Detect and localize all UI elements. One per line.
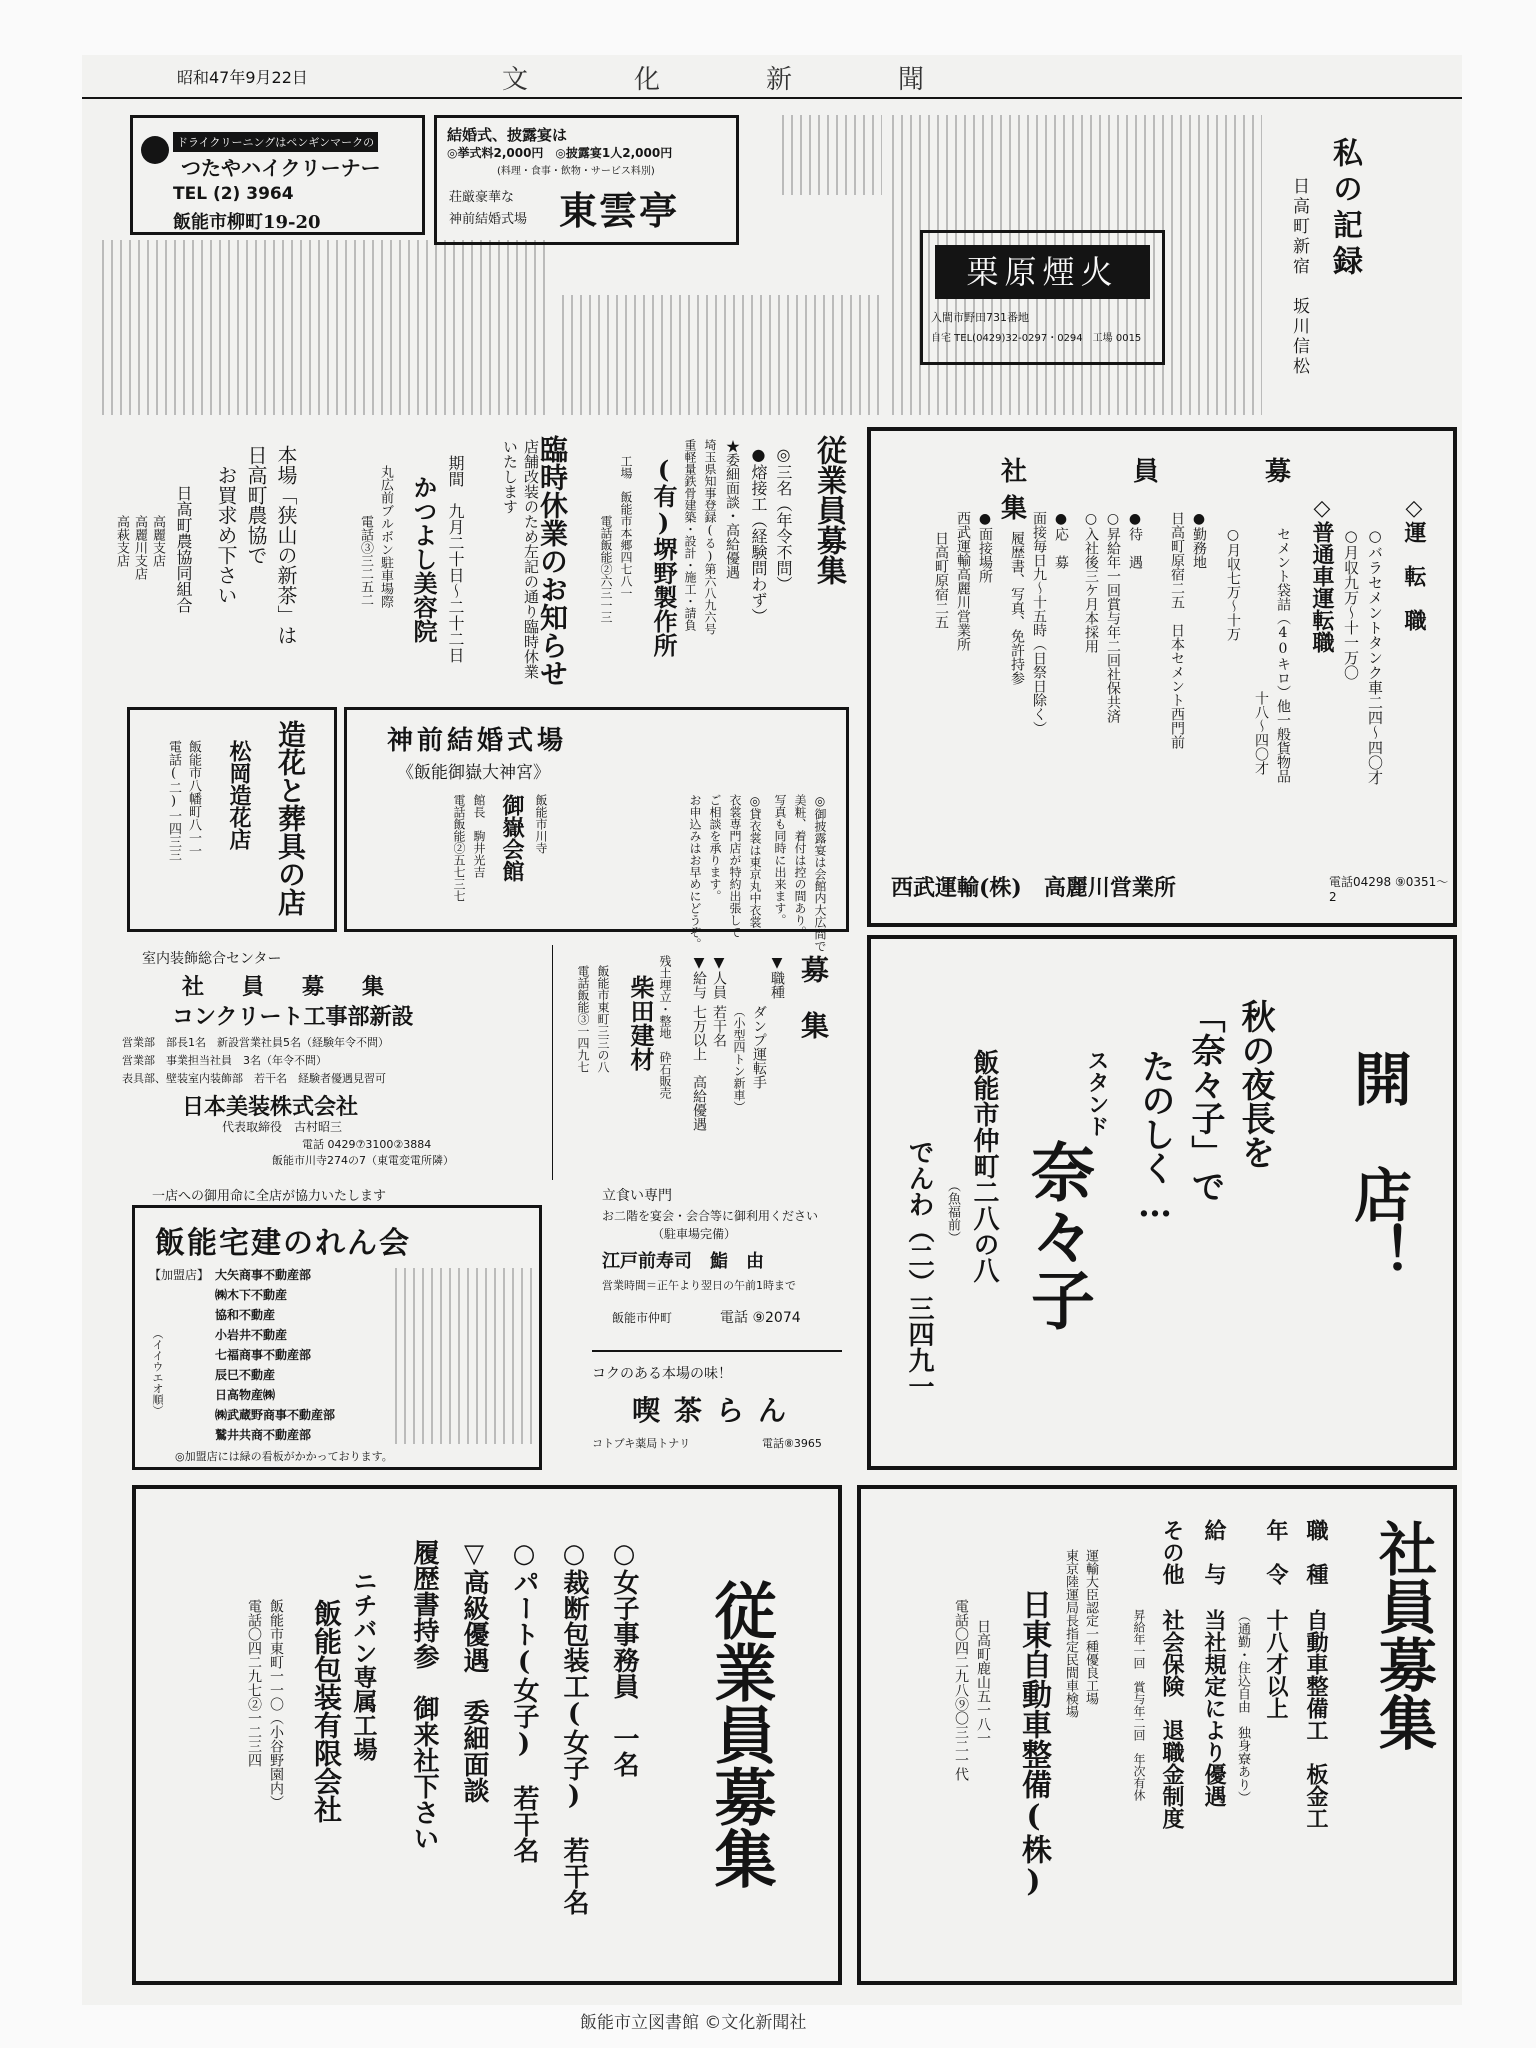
nichiban-pay: ▽高級優遇 委細面談 (459, 1539, 489, 1803)
shibata-job-label: ▼職種 (769, 955, 785, 999)
nitto-address: 日高町鹿山五一八一 (975, 1619, 991, 1745)
noren-shop-8: ㈱武蔵野商事不動産部 (215, 1408, 336, 1422)
newspaper-page (82, 55, 1462, 2005)
shibata-job: ダンプ運転手 (751, 1005, 767, 1089)
seibu-tel: 電話04298 ⑨0351〜2 (1329, 875, 1449, 904)
nitto-age: 十八才以上 (1263, 1609, 1289, 1719)
seibu-pay1b: ○月収九万〜十一万〇 (1342, 527, 1360, 680)
ran-tel: 電話⑧3965 (762, 1437, 822, 1450)
seibu-benefit1: ○昇給年一回賞与年二回社保共済 (1105, 511, 1121, 723)
masthead: 文 化 新 聞 (502, 65, 965, 95)
sushi-address: 飯能市仲町 (612, 1311, 673, 1325)
ontake-note-1: ◎御披露宴は会館内大広間で… (813, 794, 827, 966)
ontake-subtitle: 《飯能御嶽大神宮》 (397, 763, 550, 783)
nichiban-row-1: ○女子事務員 一名 (609, 1539, 639, 1777)
ontake-note-5: 衣裳専門店が特約出張して (728, 794, 742, 938)
ran-address: コトブキ薬局トナリ (592, 1437, 691, 1450)
sakai-tel: 電話飯能②六三一三 (599, 515, 613, 623)
ontake-name: 御嶽会館 (499, 794, 525, 882)
ontake-note-3: 写真も同時に出来ます。 (773, 794, 787, 926)
seibu-job1: ◇運 転 職 (1401, 495, 1427, 631)
sakai-name: (有)堺野製作所 (649, 455, 678, 657)
shibata-people-label: ▼人員 (711, 955, 727, 999)
noren-label: 【加盟店】 (149, 1268, 210, 1282)
nichiban-affiliate: ニチバン専属工場 (349, 1569, 378, 1761)
seibu-place-label: ●勤務地 (1191, 511, 1207, 569)
nichiban-row-2: ○裁断包装工(女子) 若干名 (559, 1539, 589, 1915)
nitto-job-label: 職 種 (1303, 1519, 1329, 1585)
fireworks-tel: 自宅 TEL(0429)32-0297・0294 工場 0015 (931, 333, 1142, 344)
nitto-other-label: その他 (1159, 1519, 1185, 1585)
nichiban-resume: 履歴書持参 御来社下さい (409, 1539, 439, 1851)
wedding-line2: ◎挙式料2,000円 ◎披露宴1人2,000円 (447, 146, 673, 160)
ad-cleaner (130, 115, 425, 235)
ontake-note-7: お申込みはお早めにどうぞ。 (688, 794, 702, 950)
bisou-address: 飯能市川寺274の7（東電変電所隣） (272, 1154, 454, 1167)
cleaner-address: 飯能市柳町19-20 (173, 212, 321, 233)
shibata-title: 募 集 (797, 955, 830, 1039)
seibu-company: 西武運輸(株) 高麗川営業所 (891, 875, 1176, 901)
tea-line1: 本場「狭山の新茶」は (274, 445, 298, 645)
noren-shop-7: 日高物産㈱ (215, 1388, 276, 1402)
seibu-venue-label: ●面接場所 (977, 511, 993, 583)
fireworks-address: 入間市野田731番地 (931, 311, 1029, 324)
tea-line3: お買求め下さい (214, 465, 238, 605)
noren-box (132, 1205, 542, 1470)
nanako-copy2: 「奈々子」で (1185, 999, 1225, 1203)
noren-shop-9: 鷲井共商不動産部 (215, 1428, 312, 1442)
tea-branch-2: 高麗川支店 (132, 515, 147, 580)
cleaner-tagline: ドライクリーニングはペンギンマークの (173, 132, 378, 152)
ad-wedding-hall (434, 115, 739, 245)
nitto-age-note: （通勤・住込自由 独身寮あり） (1235, 1609, 1250, 1804)
cleaner-name: つたやハイクリーナー (181, 156, 381, 180)
seibu-pay1a: ○バラセメントタンク車二四〜四〇才 (1366, 527, 1384, 785)
nitto-pay: 当社規定により優遇 (1201, 1609, 1227, 1807)
shibata-pay: 七万以上 高給優遇 (691, 1005, 707, 1131)
noren-shop-4: 小岩井不動産 (215, 1328, 288, 1342)
seibu-docs: 履歴書、写真、免許持参 (1009, 531, 1025, 685)
sushi-hours: 営業時間＝正午より翌日の午前1時まで (602, 1279, 796, 1292)
seibu-age2: 十八〜四〇才 (1253, 691, 1269, 775)
seibu-venue: 西武運輸高麗川営業所 (955, 511, 971, 651)
footer-credit: 飯能市立図書館 ©文化新聞社 (580, 2013, 807, 2033)
sakai-detail: ★委細面談・高給優遇 (724, 439, 740, 579)
fireworks-name: 栗原煙火 (935, 245, 1150, 299)
shibata-pay-label: ▼給与 (691, 955, 707, 999)
ontake-title: 神前結婚式場 (387, 726, 568, 756)
seibu-title: 社 員 募 集 (1001, 457, 1398, 524)
nichiban-row-3: ○パート(女子) 若干名 (509, 1539, 539, 1863)
ad-noren (122, 1185, 542, 1470)
nitto-name: 日東自動車整備(株) (1016, 1589, 1051, 1899)
noren-side: （イイウエオ順） (151, 1328, 164, 1416)
seibu-cargo: セメント袋詰（40キロ）他一般貨物品 (1275, 527, 1291, 783)
beauty-tel: 電話③三二五二 (358, 515, 373, 606)
bisou-center: 室内装飾総合センター (142, 951, 282, 967)
florist-address: 飯能市八幡町八一一 (186, 740, 201, 857)
noren-shop-3: 協和不動産 (215, 1308, 276, 1322)
nitto-title: 社員募集 (1369, 1519, 1437, 1751)
sakai-title: 従業員募集 (811, 435, 846, 585)
seibu-benefit-label: ●待 遇 (1127, 511, 1143, 569)
nitto-tel: 電話〇四二九八⑨〇三二一代 (953, 1599, 969, 1781)
ad-fireworks (920, 230, 1165, 365)
sushi-tel: 電話 ⑨2074 (720, 1310, 801, 1326)
ad-beauty (332, 425, 572, 695)
florist-tel: 電話(二)一四三三 (166, 740, 181, 861)
nanako-name: 奈々子 (1020, 1139, 1095, 1331)
sushi-sub: お二階を宴会・会合等に御利用ください (602, 1209, 819, 1223)
ad-ontake (344, 707, 849, 966)
nitto-other-note: 昇給年一回 賞与年二回 年次有休 (1132, 1609, 1146, 1801)
nitto-other: 社会保険 退職金制度 (1159, 1609, 1185, 1829)
bisou-row-1: 営業部 部長1名 新設営業社員5名（経験年令不問） (122, 1036, 389, 1049)
shibata-people: 若干名 (711, 1005, 727, 1047)
seibu-job2: ◇普通車運転職 (1309, 495, 1335, 653)
bisou-tel: 電話 0429⑦3100②3884 (302, 1138, 432, 1151)
ontake-address: 飯能市川寺 (534, 794, 548, 854)
sakai-factory: 工場 飯能市本郷四七八一 (619, 455, 633, 599)
ad-tea (102, 425, 322, 695)
ad-florist (127, 707, 337, 932)
bisou-name: 日本美装株式会社 (182, 1094, 359, 1120)
bisou-title: 社 員 募 集 (182, 974, 393, 1000)
header-rule (82, 97, 1462, 99)
issue-date: 昭和47年9月22日 (177, 68, 308, 87)
memoir-body-text-2 (782, 115, 882, 195)
ontake-tel: 電話飯能②五七三七 (452, 794, 466, 902)
shibata-work: 残土埋立・整地 砕石販売 (658, 955, 672, 1099)
sushi-rule (592, 1350, 842, 1352)
noren-top: 一店への御用命に全店が協力いたします (152, 1189, 387, 1204)
bisou-subtitle: コンクリート工事部新設 (172, 1004, 414, 1030)
tea-branch-3: 高萩支店 (114, 515, 129, 567)
nanako-copy1: 秋の夜長を (1235, 999, 1275, 1169)
nichiban-name: 飯能包装有限会社 (310, 1599, 343, 1823)
nitto-cert1: 運輸大臣認定一種優良工場 (1083, 1549, 1098, 1705)
bisou-row-3: 表具部、壁装室内装飾部 若干名 経験者優遇見習可 (122, 1072, 386, 1085)
beauty-address: 丸広前ブルボン駐車場際 (378, 465, 393, 608)
nitto-cert2: 東京陸運局長指定民間車検場 (1063, 1549, 1078, 1718)
sakai-work: 重軽量鉄骨建築・設計・施工・請負 (683, 439, 697, 631)
sushi-top: 立食い専門 (602, 1188, 672, 1204)
memoir-title: 私の記録 (1327, 137, 1362, 281)
ad-nanako (867, 935, 1457, 1470)
nitto-age-label: 年 令 (1263, 1519, 1289, 1585)
seibu-place: 日高町原宿二五 日本セメント西門前 (1169, 511, 1185, 749)
tea-line2: 日高町農協で (244, 445, 268, 565)
memoir-body-text-4 (102, 240, 552, 415)
tea-issuer: 日高町農協同組合 (174, 485, 193, 613)
nanako-copy3: たのしく… (1135, 1049, 1175, 1225)
ad-bisou (122, 948, 582, 1168)
nichiban-tel: 電話〇四二九七②一二三四 (246, 1599, 262, 1767)
noren-shop-5: 七福商事不動産部 (215, 1348, 312, 1362)
nanako-tel: でんわ（二）三四九一 (904, 1139, 934, 1399)
sushi-name: 江戸前寿司 鮨 由 (602, 1251, 764, 1272)
beauty-body: 店舗改装のため左記の通り臨時休業いたします (501, 439, 540, 679)
shibata-address: 飯能市東町三三の八 (596, 965, 610, 1073)
ad-ran (552, 1363, 857, 1463)
cleaner-tel: TEL (2) 3964 (173, 184, 294, 204)
seibu-pay2: ○月収七万〜十万 (1225, 527, 1241, 641)
bisou-rep: 代表取締役 古村昭三 (222, 1120, 343, 1134)
beauty-period: 期間 九月二十日〜二十二日 (446, 455, 465, 663)
nitto-job: 自動車整備工 板金工 (1303, 1609, 1329, 1829)
seibu-apply-label: ●応 募 (1053, 511, 1069, 569)
nanako-prefix: スタンド (1084, 1049, 1109, 1137)
nichiban-title: 従業員募集 (704, 1579, 777, 1889)
ontake-note-4: ◎貸衣裳は東京丸中衣裳 (748, 794, 762, 928)
seibu-apply: 面接毎日九〜十五時（日祭日除く） (1031, 511, 1047, 735)
shibata-job-note: （小型四トン新車） (732, 1005, 746, 1113)
memoir-author: 日高町新宿 坂川信松 (1289, 177, 1309, 377)
ontake-note-6: ご相談を承ります。 (708, 794, 722, 902)
shibata-tel: 電話飯能③一四九七 (576, 965, 590, 1073)
memoir-body-text-3 (562, 295, 882, 415)
sakai-license: 埼玉県知事登録(る)第六八九六号 (703, 439, 717, 635)
bisou-row-2: 営業部 事業担当社員 3名（年令不問） (122, 1054, 327, 1067)
ad-sushi (552, 1185, 857, 1360)
wedding-desc2: 神前結婚式場 (449, 212, 528, 227)
sakai-count: ◎三名（年令不問） (774, 445, 793, 592)
florist-title: 造花と葬具の店 (274, 720, 307, 916)
wedding-line1: 結婚式、披露宴は (447, 126, 568, 144)
noren-shop-6: 辰巳不動産 (215, 1368, 276, 1382)
ontake-manager: 館長 駒井光吉 (472, 794, 486, 878)
ad-nitto (857, 1485, 1457, 1985)
beauty-name: かつよし美容院 (409, 475, 438, 643)
wedding-note: (料理・食事・飲物・サービス料別) (497, 166, 655, 177)
penguin-logo-icon (141, 136, 169, 164)
ad-nichiban (132, 1485, 842, 1985)
beauty-title: 臨時休業のお知らせ (536, 435, 569, 687)
wedding-name: 東雲亭 (559, 188, 680, 233)
ad-sakai (582, 425, 852, 695)
noren-shop-1: 大矢商事不動産部 (215, 1268, 312, 1282)
florist-name: 松岡造花店 (226, 740, 252, 850)
nitto-pay-label: 給 与 (1201, 1519, 1227, 1585)
wedding-desc1: 荘厳豪華な (449, 190, 515, 205)
noren-shop-2: ㈱木下不動産 (215, 1288, 288, 1302)
nanako-address: 飯能市仲町二八の八 (969, 1049, 999, 1283)
seibu-venue-addr: 日高町原宿二五 (933, 531, 949, 629)
noren-phone-list (395, 1268, 535, 1444)
noren-footer: ◎加盟店には緑の看板がかかっております。 (175, 1450, 393, 1463)
noren-title: 飯能宅建のれん会 (155, 1226, 411, 1261)
nanako-title: 開 店！ (1344, 1049, 1412, 1281)
shibata-name: 柴田建材 (626, 975, 655, 1071)
nichiban-address: 飯能市東町一一〇（小谷野園内） (268, 1599, 284, 1809)
seibu-benefit2: ○入社後三ケ月本採用 (1083, 511, 1099, 653)
ran-slogan: コクのある本場の味！ (592, 1366, 732, 1382)
sakai-job: ●熔接工（経験問わず） (749, 445, 768, 624)
ontake-note-2: 美粧、着付は控の間あり。 (793, 794, 807, 938)
tea-branch-1: 高麗支店 (150, 515, 165, 567)
nanako-address-note: （魚福前） (945, 1179, 960, 1244)
ran-name: 喫茶らん (632, 1394, 801, 1427)
ad-shibata (552, 945, 853, 1180)
ad-seibu (867, 427, 1457, 927)
sushi-parking: （駐車場完備） (652, 1227, 737, 1241)
